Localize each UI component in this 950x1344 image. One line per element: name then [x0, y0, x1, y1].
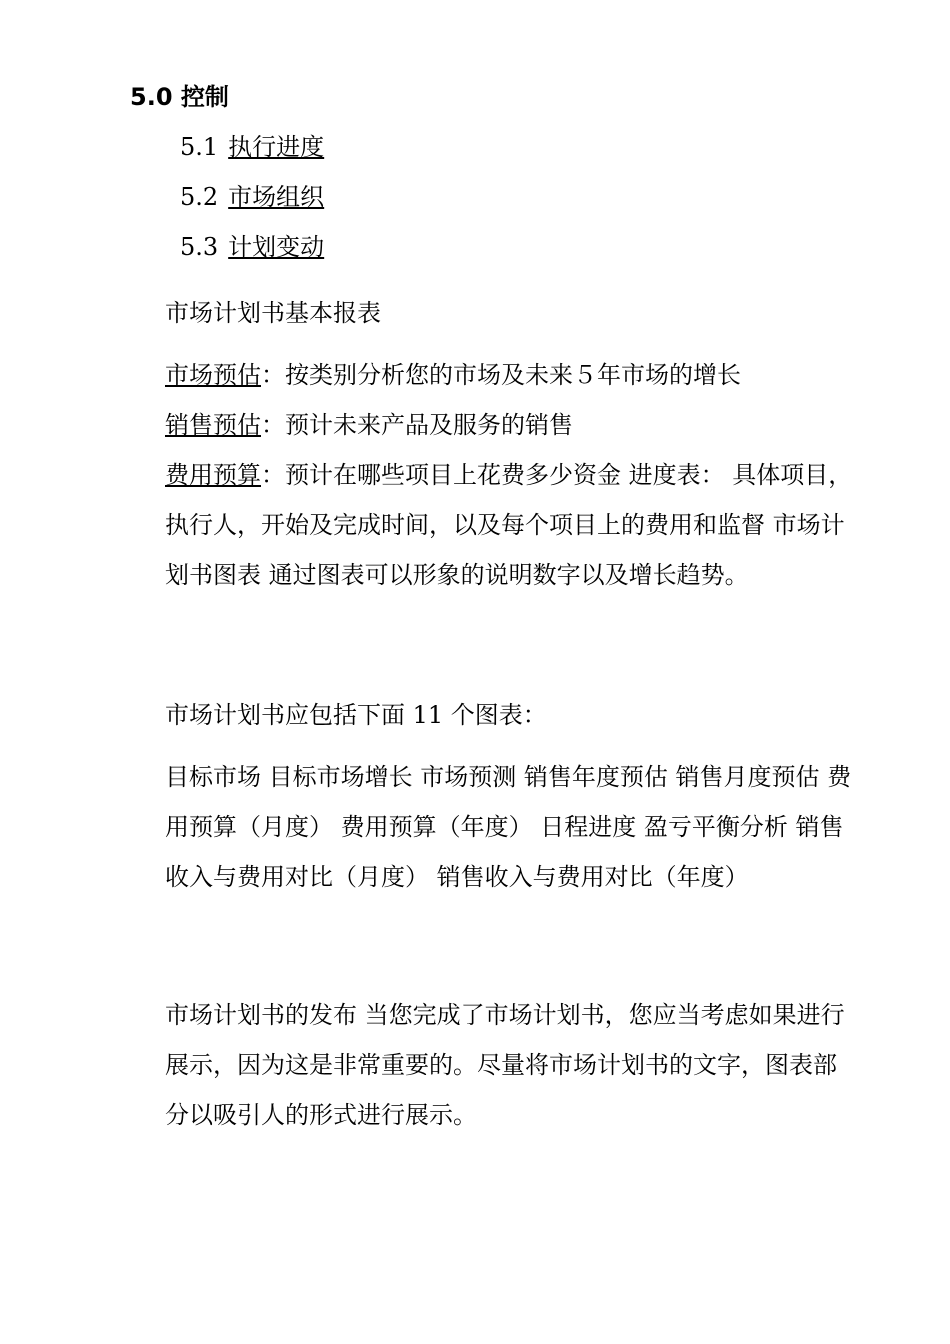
report-subheading: 市场计划书基本报表 [165, 299, 381, 327]
charts-list: 目标市场 目标市场增长 市场预测 销售年度预估 销售月度预估 费用预算（月度） 费用预算（年度） 日程进度 盈亏平衡分析 销售收入与费用对比（月度） 销售收入与费用对比（年度） [165, 763, 852, 891]
toc-item-5-1[interactable] [180, 130, 324, 164]
definition-text: ：预计未来产品及服务的销售 [261, 411, 573, 439]
definition-term: 费用预算 [165, 461, 261, 489]
toc-item-5-2[interactable] [180, 180, 324, 214]
toc-link[interactable]: 计划变动 [228, 233, 325, 261]
toc-number: 5.2 [180, 183, 219, 211]
definition-term: 销售预估 [165, 411, 261, 439]
section-heading: 5.0 控制 [130, 83, 229, 111]
definition-sales-estimate [165, 400, 855, 450]
toc-link[interactable]: 执行进度 [228, 133, 325, 161]
definition-market-estimate [165, 350, 855, 400]
publish-paragraph: 市场计划书的发布 当您完成了市场计划书，您应当考虑如果进行展示，因为这是非常重要的。尽量将市场计划书的文字，图表部分以吸引人的形式进行展示。 [165, 1001, 845, 1129]
definition-text: ：预计在哪些项目上花费多少资金 进度表： 具体项目，执行人，开始及完成时间，以及每个项目上的费用和监督 市场计划书图表 通过图表可以形象的说明数字以及增长趋势。 [165, 461, 853, 589]
definition-term: 市场预估 [165, 361, 261, 389]
definition-text: ：按类别分析您的市场及未来５年市场的增长 [261, 361, 741, 389]
charts-intro: 市场计划书应包括下面 11 个图表： [165, 701, 547, 729]
definition-expense-budget [165, 450, 855, 600]
toc-item-5-3[interactable] [180, 230, 324, 264]
definitions-block [165, 350, 855, 600]
toc-number: 5.1 [180, 133, 219, 161]
toc-number: 5.3 [180, 233, 219, 261]
toc-link[interactable]: 市场组织 [228, 183, 325, 211]
